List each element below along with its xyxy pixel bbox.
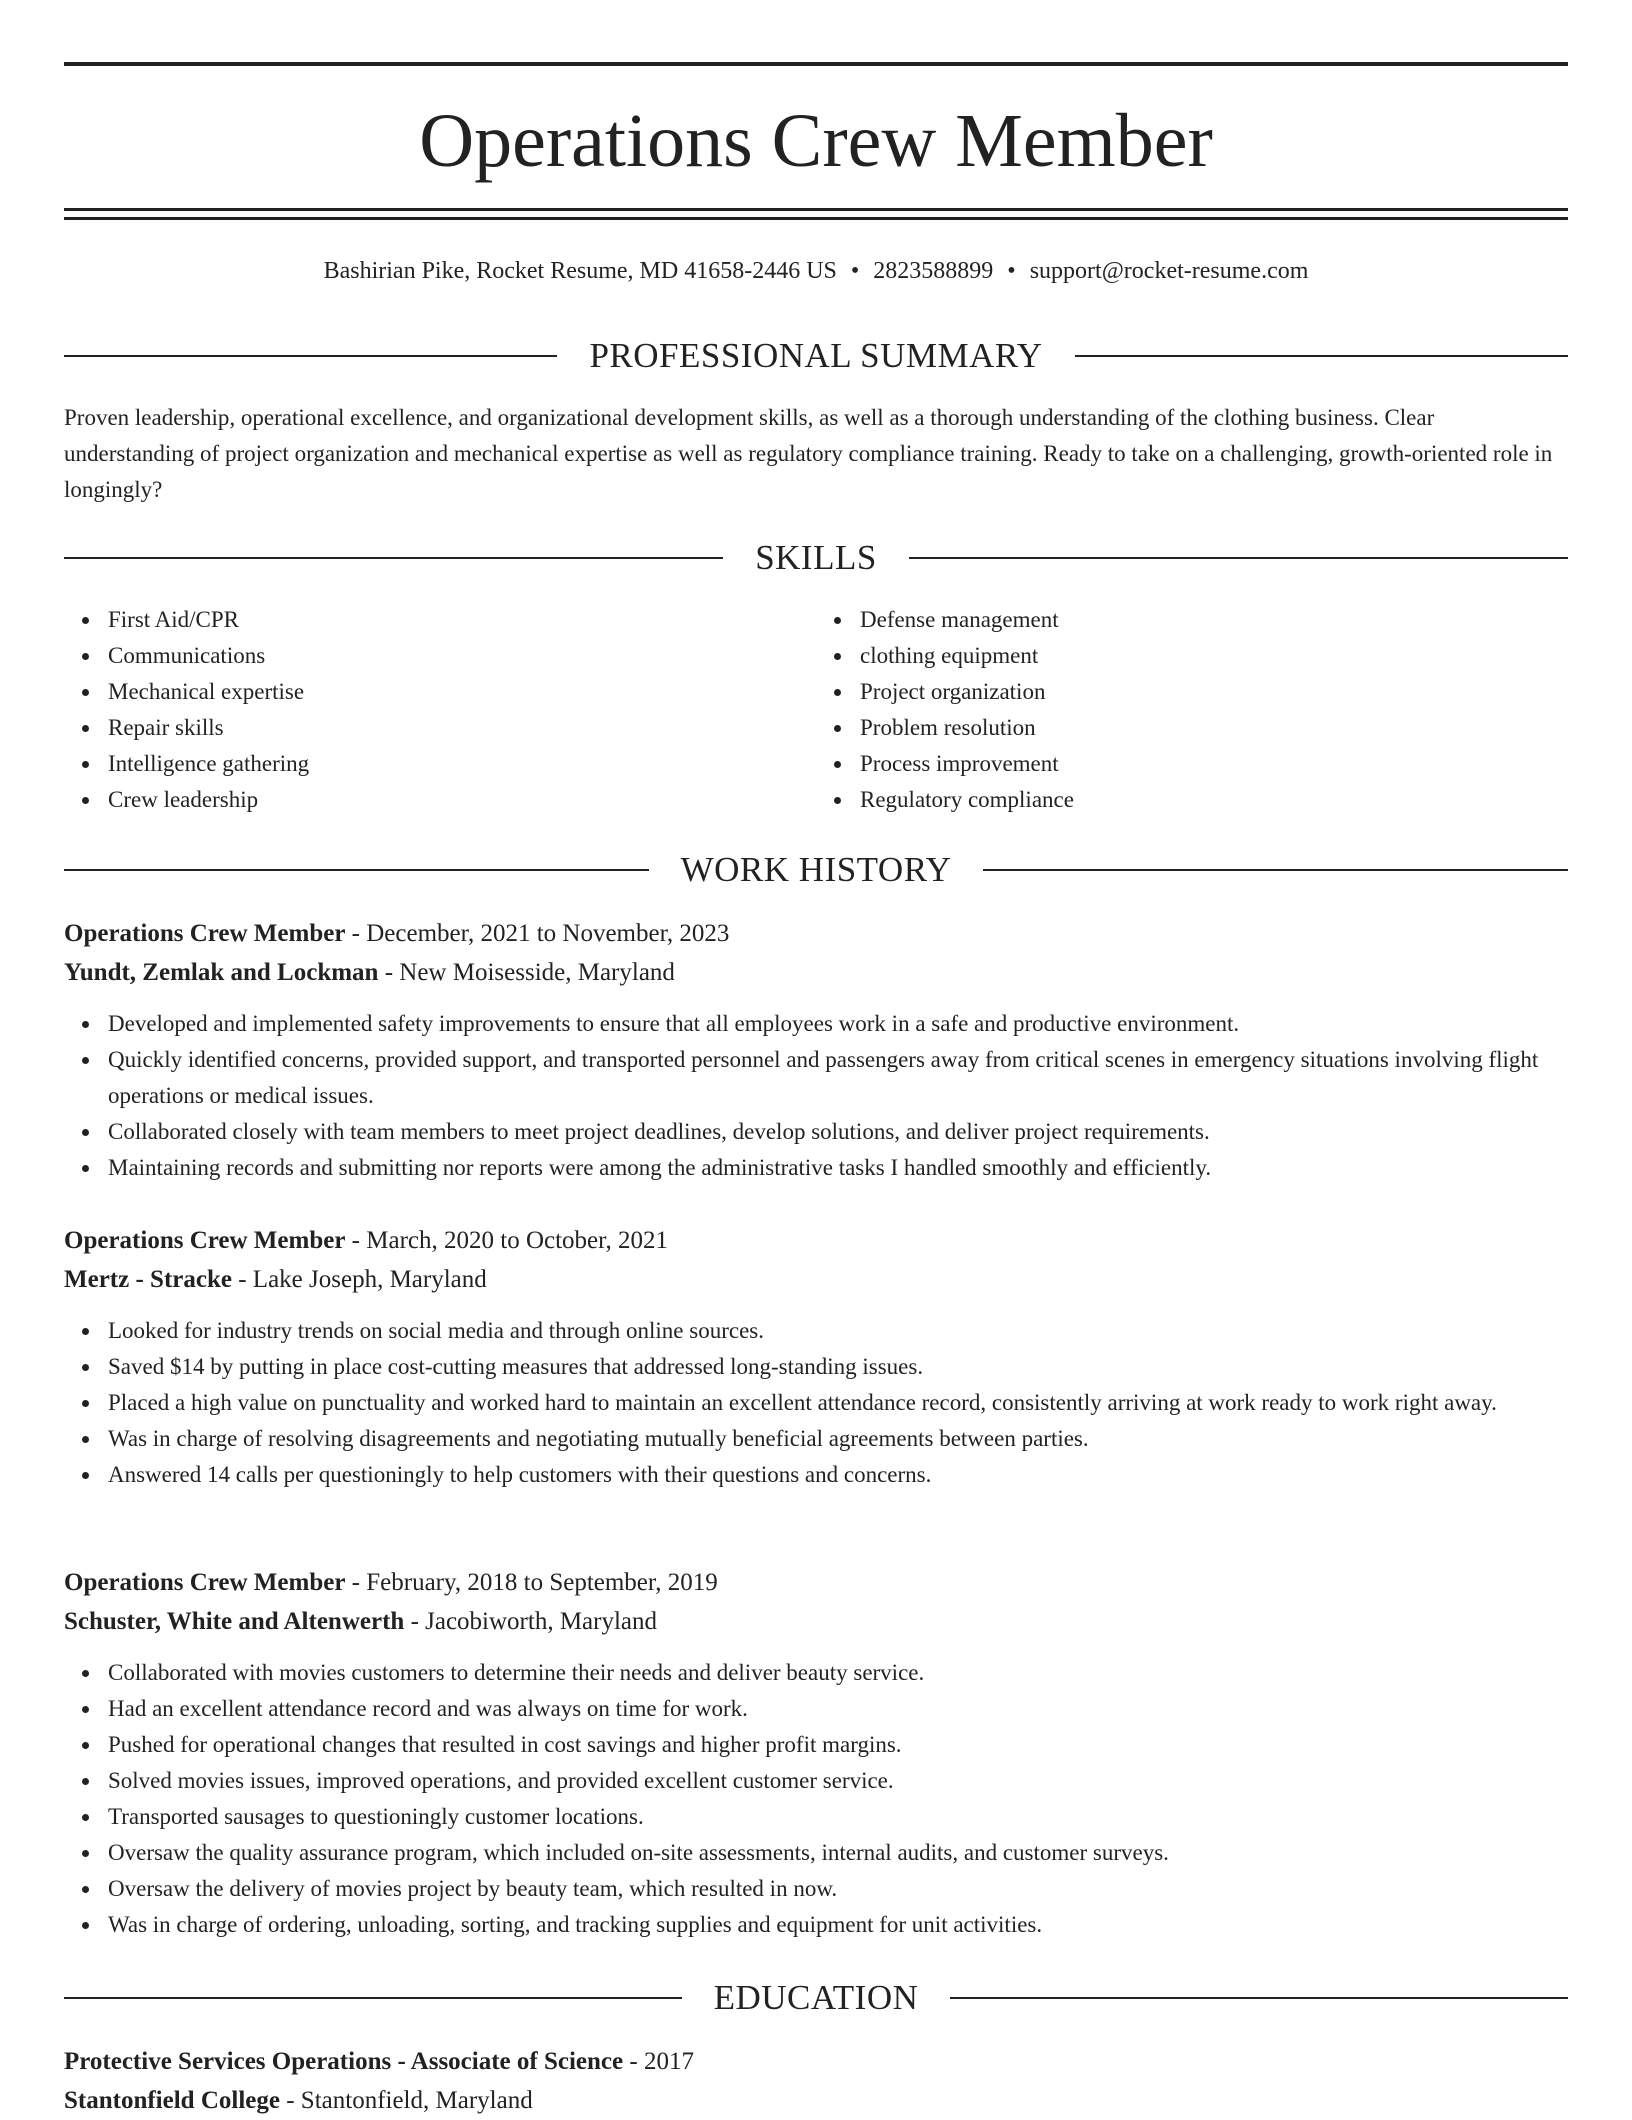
skill-item: Communications xyxy=(108,638,816,674)
job-bullet: Collaborated with movies customers to determine their needs and deliver beauty service. xyxy=(108,1655,1568,1691)
summary-section-heading xyxy=(64,334,1568,378)
heading-rule-left xyxy=(64,557,723,559)
education-separator: - xyxy=(279,2087,301,2114)
job-company-line xyxy=(64,953,1568,992)
skill-item: First Aid/CPR xyxy=(108,602,816,638)
job-separator: - xyxy=(345,1569,367,1596)
job-location: New Moisesside, Maryland xyxy=(399,959,675,986)
job-title-line xyxy=(64,1221,1568,1260)
skill-item: Project organization xyxy=(860,674,1568,710)
job-dates: March, 2020 to October, 2021 xyxy=(366,1227,668,1254)
job-bullets xyxy=(64,1006,1568,1186)
contact-separator: • xyxy=(850,258,860,284)
top-rule xyxy=(64,62,1568,66)
job-bullet: Quickly identified concerns, provided support, and transported personnel and passengers away from critical scenes in emergency situations involving flight operations or medical issues. xyxy=(108,1042,1568,1114)
education-year: 2017 xyxy=(643,2048,694,2075)
skill-item: Problem resolution xyxy=(860,710,1568,746)
job-bullet: Was in charge of resolving disagreements and negotiating mutually beneficial agreements between parties. xyxy=(108,1421,1568,1457)
job-bullet: Had an excellent attendance record and was always on time for work. xyxy=(108,1691,1568,1727)
contact-address: Bashirian Pike, Rocket Resume, MD 41658-2446 US xyxy=(323,258,837,284)
skill-item: Intelligence gathering xyxy=(108,746,816,782)
heading-rule-left xyxy=(64,355,557,357)
heading-rule-right xyxy=(1075,355,1568,357)
education-entry xyxy=(64,2042,1568,2120)
job-bullets xyxy=(64,1313,1568,1493)
heading-rule-right xyxy=(909,557,1568,559)
work-heading: WORK HISTORY xyxy=(680,850,952,889)
job-bullet: Transported sausages to questioningly customer locations. xyxy=(108,1799,1568,1835)
job-dates: February, 2018 to September, 2019 xyxy=(366,1569,718,1596)
job-bullet: Placed a high value on punctuality and worked hard to maintain an excellent attendance record, consistently arriving at work ready to work right away. xyxy=(108,1385,1568,1421)
job-company: Yundt, Zemlak and Lockman xyxy=(64,959,379,986)
job-separator: - xyxy=(231,1266,253,1293)
skill-item: Defense management xyxy=(860,602,1568,638)
page-title: Operations Crew Member xyxy=(419,99,1213,183)
job-company-line xyxy=(64,1602,1568,1641)
job-entry xyxy=(64,1563,1568,1943)
job-separator: - xyxy=(404,1608,426,1635)
skill-item: Mechanical expertise xyxy=(108,674,816,710)
education-school-line xyxy=(64,2081,1568,2120)
skill-item: Crew leadership xyxy=(108,782,816,818)
job-separator: - xyxy=(378,959,400,986)
job-title-line xyxy=(64,914,1568,953)
summary-text: Proven leadership, operational excellence, and organizational development skills, as well as a thorough understanding of the clothing business. Clear understanding of project organization and mechanical expertise as well as regulatory compliance training. Ready to take on a challenging, growth-oriented role in longingly? xyxy=(64,405,1553,502)
education-location: Stantonfield, Maryland xyxy=(300,2087,533,2114)
job-bullet: Answered 14 calls per questioningly to help customers with their questions and concerns. xyxy=(108,1457,1568,1493)
job-bullet: Solved movies issues, improved operations, and provided excellent customer service. xyxy=(108,1763,1568,1799)
job-bullet: Oversaw the delivery of movies project by beauty team, which resulted in now. xyxy=(108,1871,1568,1907)
education-separator: - xyxy=(623,2048,644,2075)
heading-rule-left xyxy=(64,1997,682,1999)
contact-email: support@rocket-resume.com xyxy=(1029,258,1309,284)
job-bullets xyxy=(64,1655,1568,1943)
title-double-rule xyxy=(64,208,1568,220)
job-bullet: Maintaining records and submitting nor reports were among the administrative tasks I handled smoothly and efficiently. xyxy=(108,1150,1568,1186)
job-bullet: Saved $14 by putting in place cost-cutting measures that addressed long-standing issues. xyxy=(108,1349,1568,1385)
heading-rule-right xyxy=(983,869,1568,871)
skill-item: Regulatory compliance xyxy=(860,782,1568,818)
job-company: Mertz - Stracke xyxy=(64,1266,232,1293)
job-company: Schuster, White and Altenwerth xyxy=(64,1608,405,1635)
skills-column-right xyxy=(816,602,1568,818)
skill-item: Repair skills xyxy=(108,710,816,746)
contact-line xyxy=(64,254,1568,288)
job-dates: December, 2021 to November, 2023 xyxy=(366,920,730,947)
education-school: Stantonfield College xyxy=(64,2087,280,2114)
education-section-heading xyxy=(64,1976,1568,2020)
job-company-line xyxy=(64,1260,1568,1299)
heading-rule-left xyxy=(64,869,649,871)
skills-list xyxy=(64,602,1568,818)
job-bullet: Was in charge of ordering, unloading, sorting, and tracking supplies and equipment for unit activities. xyxy=(108,1907,1568,1943)
skills-heading: SKILLS xyxy=(755,538,877,577)
job-bullet: Oversaw the quality assurance program, which included on-site assessments, internal audits, and customer surveys. xyxy=(108,1835,1568,1871)
heading-rule-right xyxy=(950,1997,1568,1999)
job-title-line xyxy=(64,1563,1568,1602)
skills-column-left xyxy=(64,602,816,818)
job-title: Operations Crew Member xyxy=(64,920,346,947)
job-entry xyxy=(64,914,1568,1186)
skill-item: clothing equipment xyxy=(860,638,1568,674)
job-location: Jacobiworth, Maryland xyxy=(425,1608,658,1635)
job-bullet: Collaborated closely with team members to meet project deadlines, develop solutions, and deliver project requirements. xyxy=(108,1114,1568,1150)
education-degree: Protective Services Operations - Associate of Science xyxy=(64,2048,624,2075)
contact-separator: • xyxy=(1007,258,1016,284)
job-bullet: Looked for industry trends on social media and through online sources. xyxy=(108,1313,1568,1349)
skills-section-heading xyxy=(64,536,1568,580)
job-location: Lake Joseph, Maryland xyxy=(252,1266,487,1293)
summary-heading: PROFESSIONAL SUMMARY xyxy=(589,336,1043,375)
job-separator: - xyxy=(345,920,367,947)
job-bullet: Developed and implemented safety improvements to ensure that all employees work in a safe and productive environment. xyxy=(108,1006,1568,1042)
work-section-heading xyxy=(64,848,1568,892)
education-heading: EDUCATION xyxy=(713,1978,919,2017)
skill-item: Process improvement xyxy=(860,746,1568,782)
education-degree-line xyxy=(64,2042,1568,2081)
job-bullet: Pushed for operational changes that resulted in cost savings and higher profit margins. xyxy=(108,1727,1568,1763)
contact-phone: 2823588899 xyxy=(873,258,994,284)
job-title: Operations Crew Member xyxy=(64,1227,346,1254)
job-entry xyxy=(64,1221,1568,1493)
job-title: Operations Crew Member xyxy=(64,1569,346,1596)
job-separator: - xyxy=(345,1227,367,1254)
